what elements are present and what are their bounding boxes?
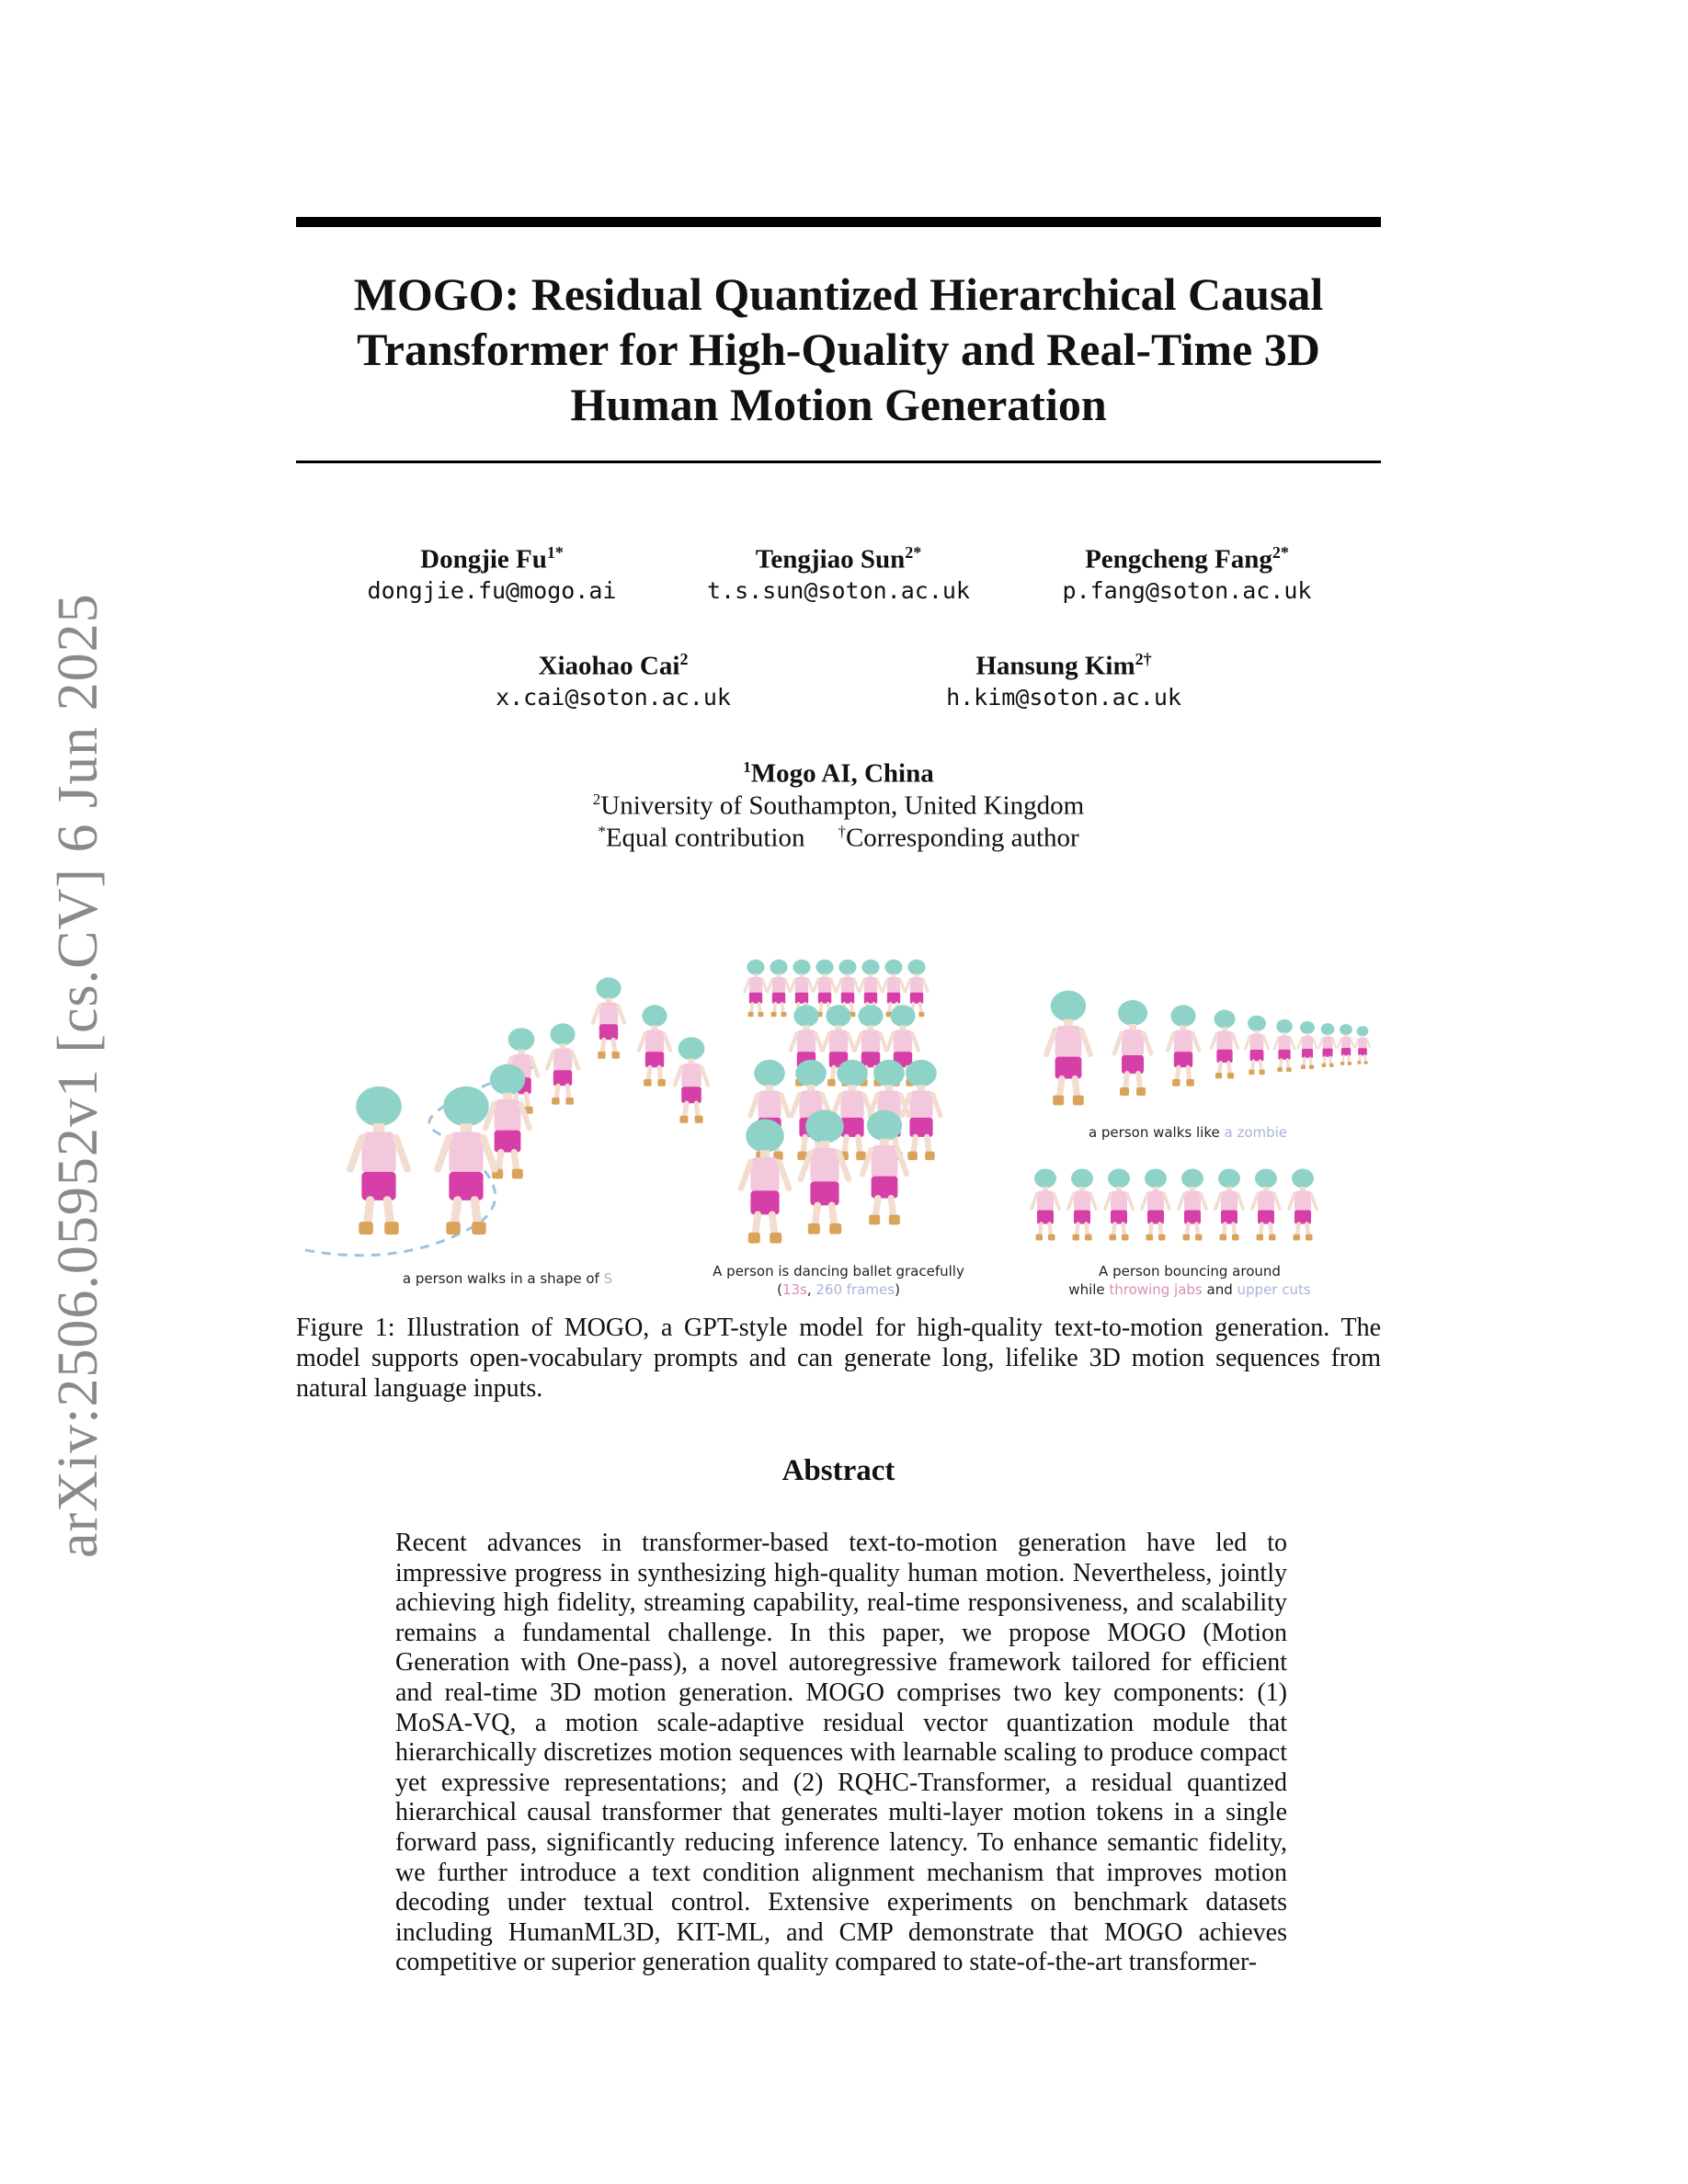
author-email: x.cai@soton.ac.uk bbox=[496, 683, 731, 711]
character-figure bbox=[547, 1023, 578, 1104]
panel-2-caption-line-2: (13s, 260 frames) bbox=[777, 1281, 900, 1298]
abstract-body: Recent advances in transformer-based text-to-motion generation have led to impressive progress in synthesizing high-quality human motion. Nevertheless, jointly achieving high fidelity, streaming capability, real-time responsiveness, and scalability remains a fundamental challenge. In this paper, we propose MOGO (Motion Generation with One-pass), a novel autoregressive framework tailored for efficient and real-time 3D motion generation. MOGO comprises two key components: (1) MoSA-VQ, a motion scale-adaptive residual vector quantization module that hierarchically discretizes motion sequences with learnable scaling to produce compact yet expressive representations; and (2) RQHC-Transformer, a residual quantized hierarchical causal transformer that generates multi-layer motion tokens in a single forward pass, significantly reducing inference latency. To enhance semantic fidelity, we further introduce a text condition alignment mechanism that improves motion decoding under textual control. Extensive experiments on benchmark datasets including HumanML3D, KIT-ML, and CMP demonstrate that MOGO achieves competitive or superior generation quality compared to state-of-the-art transformer- bbox=[395, 1529, 1287, 1977]
character-figure bbox=[675, 1037, 708, 1123]
figure-1-illustration bbox=[296, 947, 1381, 1305]
panel-3-zombie-caption: a person walks like a zombie bbox=[1088, 1124, 1288, 1141]
author-sup: 2 bbox=[679, 650, 689, 668]
author-name: Dongjie Fu bbox=[420, 544, 547, 574]
author-name: Xiaohao Cai bbox=[538, 651, 680, 681]
title-line-2: Transformer for High-Quality and Real-Time 3D bbox=[357, 324, 1320, 375]
author-sup: 2* bbox=[1272, 543, 1289, 562]
author-sup: 2* bbox=[905, 543, 922, 562]
panel-3-caption-line-2: while throwing jabs and upper cuts bbox=[1068, 1281, 1311, 1298]
panel-3-caption-line-1: A person bouncing around bbox=[1099, 1263, 1281, 1280]
affiliation-text: Mogo AI, China bbox=[750, 758, 934, 789]
author-block-3 bbox=[1044, 537, 1329, 607]
panel-3-boxing bbox=[1032, 1169, 1317, 1241]
panel-2-ballet bbox=[741, 960, 941, 1244]
author-email: dongjie.fu@mogo.ai bbox=[367, 576, 617, 604]
panel-1-walk-s-shape bbox=[305, 977, 708, 1255]
character-figure bbox=[639, 1005, 670, 1086]
character-figure bbox=[593, 977, 624, 1058]
title-line-3: Human Motion Generation bbox=[570, 379, 1107, 430]
author-sup: 1* bbox=[546, 543, 564, 562]
equal-contribution-note: Equal contribution bbox=[605, 823, 805, 853]
title-top-rule bbox=[296, 217, 1381, 227]
abstract-heading: Abstract bbox=[781, 1454, 895, 1487]
author-email: t.s.sun@soton.ac.uk bbox=[707, 576, 970, 604]
author-sup: 2† bbox=[1135, 650, 1152, 668]
title-line-1: MOGO: Residual Quantized Hierarchical Causal bbox=[353, 268, 1324, 320]
affiliation-sup: 2 bbox=[592, 791, 601, 808]
corresponding-author-note: Corresponding author bbox=[845, 823, 1079, 853]
panel-1-caption: a person walks in a shape of S bbox=[402, 1270, 613, 1287]
corresponding-sup: † bbox=[838, 823, 846, 840]
equal-contribution-sup: * bbox=[598, 823, 606, 840]
character-figure bbox=[438, 1086, 495, 1234]
arxiv-stamp: arXiv:2506.05952v1 [cs.CV] 6 Jun 2025 bbox=[47, 593, 109, 1558]
character-figure bbox=[350, 1086, 407, 1234]
contribution-notes bbox=[296, 815, 1381, 855]
author-name: Hansung Kim bbox=[975, 651, 1135, 681]
panel-3-zombie-walk bbox=[1046, 991, 1370, 1106]
author-block-2 bbox=[696, 537, 981, 607]
panel-2-caption-line-1: A person is dancing ballet gracefully bbox=[713, 1263, 964, 1280]
author-email: h.kim@soton.ac.uk bbox=[946, 683, 1181, 711]
author-block-4 bbox=[471, 643, 756, 713]
title-bottom-rule bbox=[296, 461, 1381, 463]
author-block-5 bbox=[921, 643, 1206, 713]
affiliation-sup: 1 bbox=[743, 758, 751, 776]
author-block-1 bbox=[349, 537, 634, 607]
author-name: Pengcheng Fang bbox=[1085, 544, 1272, 574]
author-name: Tengjiao Sun bbox=[755, 544, 906, 574]
figure-1-caption: Figure 1: Illustration of MOGO, a GPT-style model for high-quality text-to-motion generation. The model supports open-vocabulary prompts and can generate long, lifelike 3D motion sequences from natural language inputs. bbox=[296, 1314, 1381, 1403]
affiliation-text: University of Southampton, United Kingdom bbox=[600, 791, 1085, 821]
author-email: p.fang@soton.ac.uk bbox=[1062, 576, 1312, 604]
paper-title bbox=[296, 267, 1381, 432]
